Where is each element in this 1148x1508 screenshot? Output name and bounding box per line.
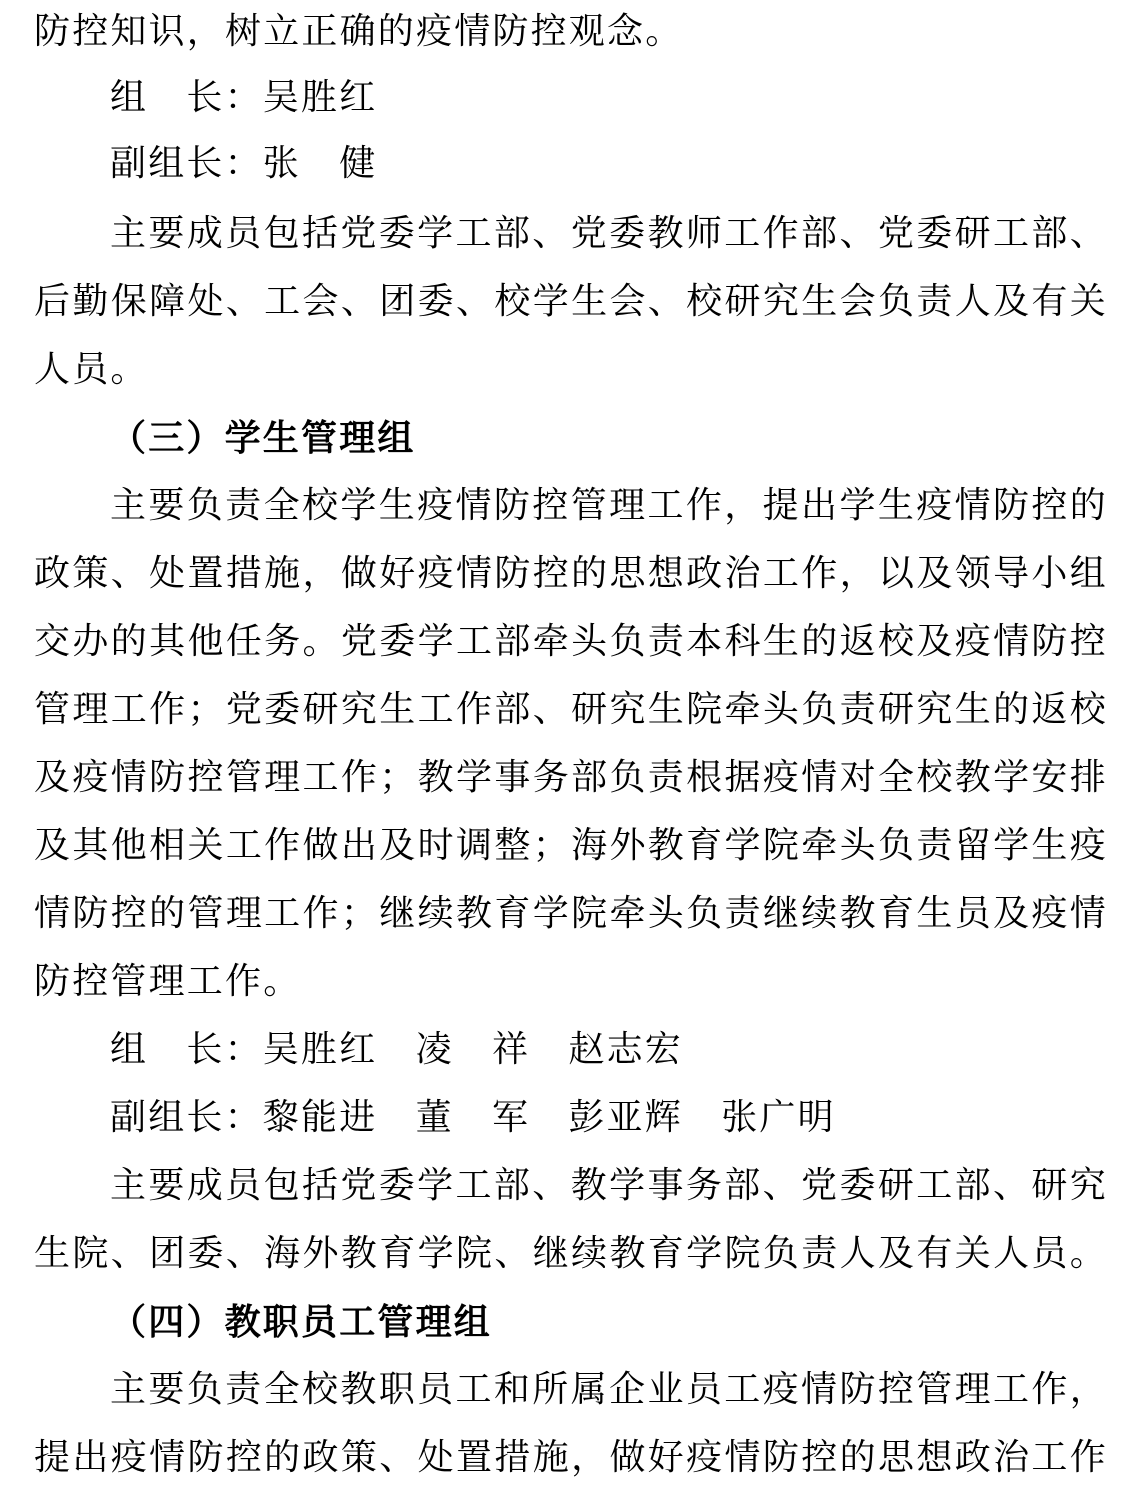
body-paragraph-line: 政策、处置措施，做好疫情防控的思想政治工作，以及领导小组	[34, 553, 1108, 594]
section-heading-staff-management: （四）教职员工管理组	[110, 1301, 493, 1343]
body-paragraph-line: 主要负责全校学生疫情防控管理工作，提出学生疫情防控的	[110, 485, 1108, 526]
body-paragraph-line: 管理工作；党委研究生工作部、研究生院牵头负责研究生的返校	[34, 689, 1108, 730]
deputy-leader-line: 副组长：张 健	[110, 143, 378, 184]
members-paragraph-line: 后勤保障处、工会、团委、校学生会、校研究生会负责人及有关	[34, 281, 1108, 322]
section-heading-student-management: （三）学生管理组	[110, 417, 416, 459]
deputy-leader-line: 副组长：黎能进 董 军 彭亚辉 张广明	[110, 1097, 836, 1138]
group-leader-line: 组 长：吴胜红	[110, 77, 378, 118]
body-paragraph-line: 交办的其他任务。党委学工部牵头负责本科生的返校及疫情防控	[34, 621, 1108, 662]
body-paragraph-line: 及疫情防控管理工作；教学事务部负责根据疫情对全校教学安排	[34, 757, 1108, 798]
members-paragraph-line: 人员。	[34, 349, 149, 390]
members-paragraph-line: 主要成员包括党委学工部、教学事务部、党委研工部、研究	[110, 1165, 1108, 1206]
body-paragraph-line: 及其他相关工作做出及时调整；海外教育学院牵头负责留学生疫	[34, 825, 1108, 866]
text-line-continuation: 防控知识，树立正确的疫情防控观念。	[34, 11, 684, 52]
group-leader-line: 组 长：吴胜红 凌 祥 赵志宏	[110, 1029, 684, 1070]
body-paragraph-line: 防控管理工作。	[34, 961, 302, 1002]
body-paragraph-line: 主要负责全校教职员工和所属企业员工疫情防控管理工作，	[110, 1369, 1108, 1410]
body-paragraph-line: 提出疫情防控的政策、处置措施，做好疫情防控的思想政治工作	[34, 1437, 1108, 1478]
members-paragraph-line: 生院、团委、海外教育学院、继续教育学院负责人及有关人员。	[34, 1233, 1108, 1274]
members-paragraph-line: 主要成员包括党委学工部、党委教师工作部、党委研工部、	[110, 213, 1108, 254]
body-paragraph-line: 情防控的管理工作；继续教育学院牵头负责继续教育生员及疫情	[34, 893, 1108, 934]
